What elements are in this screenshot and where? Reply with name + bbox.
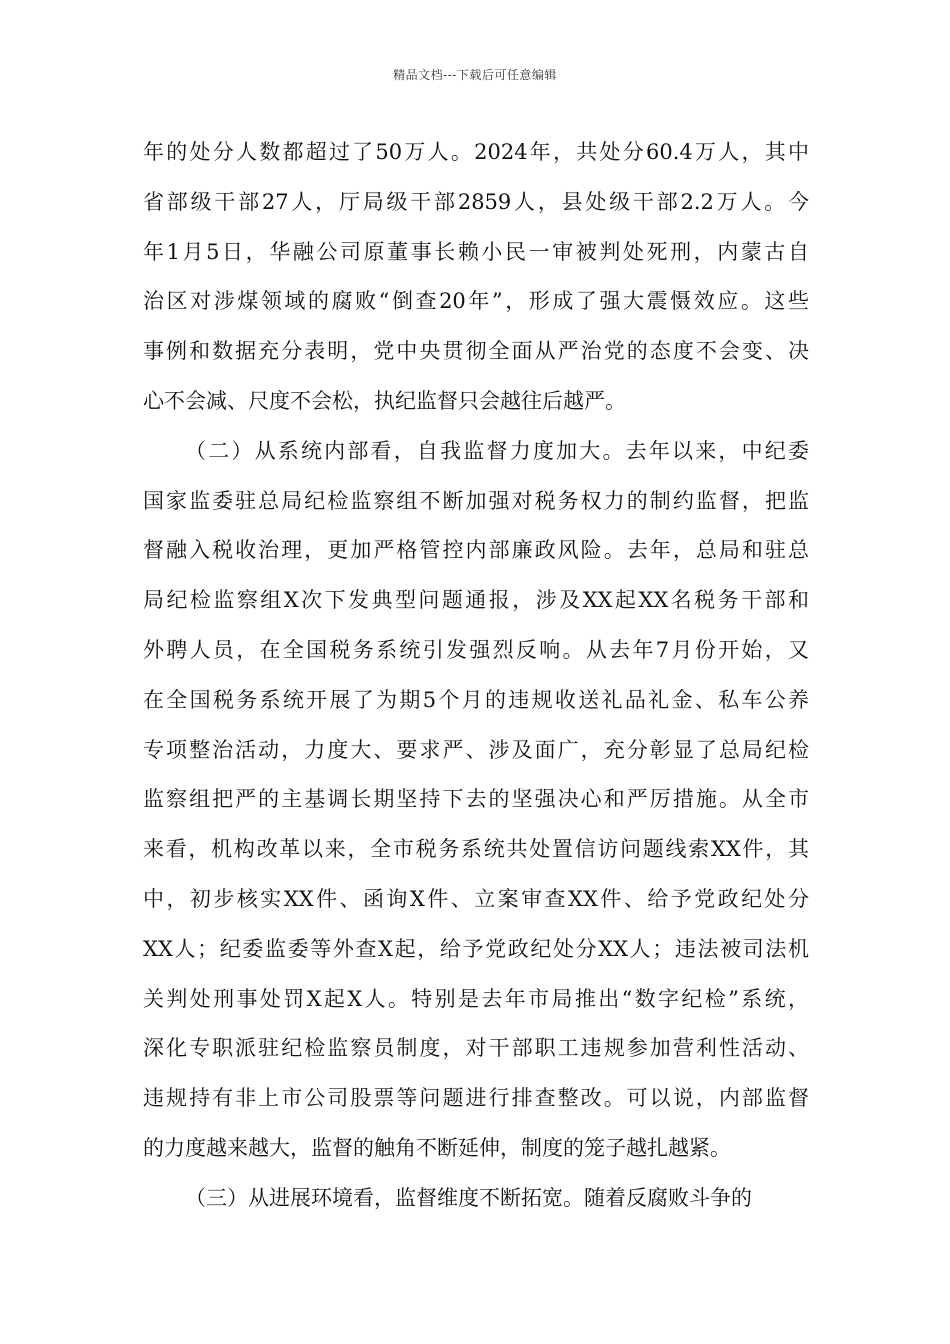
- document-body: [143, 128, 809, 1224]
- text-line: 年1月5日，华融公司原董事长赖小民一审被判处死刑，内蒙古自: [143, 239, 809, 264]
- text-line: 中，初步核实XX件、函询X件、立案审查XX件、给予党政纪处分: [143, 886, 809, 911]
- text-line: 深化专职派驻纪检监察员制度，对干部职工违规参加营利性活动、: [143, 1036, 809, 1061]
- text-line: 国家监委驻总局纪检监察组不断加强对税务权力的制约监督，把监: [143, 488, 809, 513]
- text-line: 关判处刑事处罚X起X人。特别是去年市局推出“数字纪检”系统，: [143, 986, 809, 1011]
- text-line: 的力度越来越大，监督的触角不断延伸，制度的笼子越扎越紧。: [143, 1135, 731, 1160]
- text-line: （二）从系统内部看，自我监督力度加大。去年以来，中纪委: [185, 438, 809, 463]
- text-line: XX人；纪委监委等外查X起，给予党政纪处分XX人；违法被司法机: [143, 936, 809, 961]
- paragraph: [143, 128, 809, 427]
- text-line: 来看，机构改革以来，全市税务系统共处置信访问题线索XX件，其: [143, 837, 809, 862]
- page-header: 精品文档---下载后可任意编辑: [393, 68, 557, 82]
- text-line: 心不会减、尺度不会松，执纪监督只会越往后越严。: [143, 388, 626, 413]
- text-line: 违规持有非上市公司股票等问题进行排查整改。可以说，内部监督: [143, 1086, 809, 1111]
- text-line: 治区对涉煤领域的腐败“倒查20年”，形成了强大震慑效应。这些: [143, 289, 809, 314]
- paragraph: [143, 1174, 809, 1224]
- text-line: 外聘人员，在全国税务系统引发强烈反响。从去年7月份开始，又: [143, 637, 809, 662]
- text-line: 局纪检监察组X次下发典型问题通报，涉及XX起XX名税务干部和: [143, 588, 809, 613]
- text-line: 事例和数据充分表明，党中央贯彻全面从严治党的态度不会变、决: [143, 339, 809, 364]
- text-line: 专项整治活动，力度大、要求严、涉及面广，充分彰显了总局纪检: [143, 737, 809, 762]
- text-line: 督融入税收治理，更加严格管控内部廉政风险。去年，总局和驻总: [143, 538, 809, 563]
- text-line: 监察组把严的主基调长期坚持下去的坚强决心和严厉措施。从全市: [143, 787, 809, 812]
- text-line: （三）从进展环境看，监督维度不断拓宽。随着反腐败斗争的: [185, 1185, 752, 1210]
- paragraph: [143, 427, 809, 1174]
- text-line: 省部级干部27人，厅局级干部2859人，县处级干部2.2万人。今: [143, 189, 809, 214]
- text-line: 年的处分人数都超过了50万人。2024年，共处分60.4万人，其中: [143, 140, 809, 164]
- text-line: 在全国税务系统开展了为期5个月的违规收送礼品礼金、私车公养: [143, 687, 809, 712]
